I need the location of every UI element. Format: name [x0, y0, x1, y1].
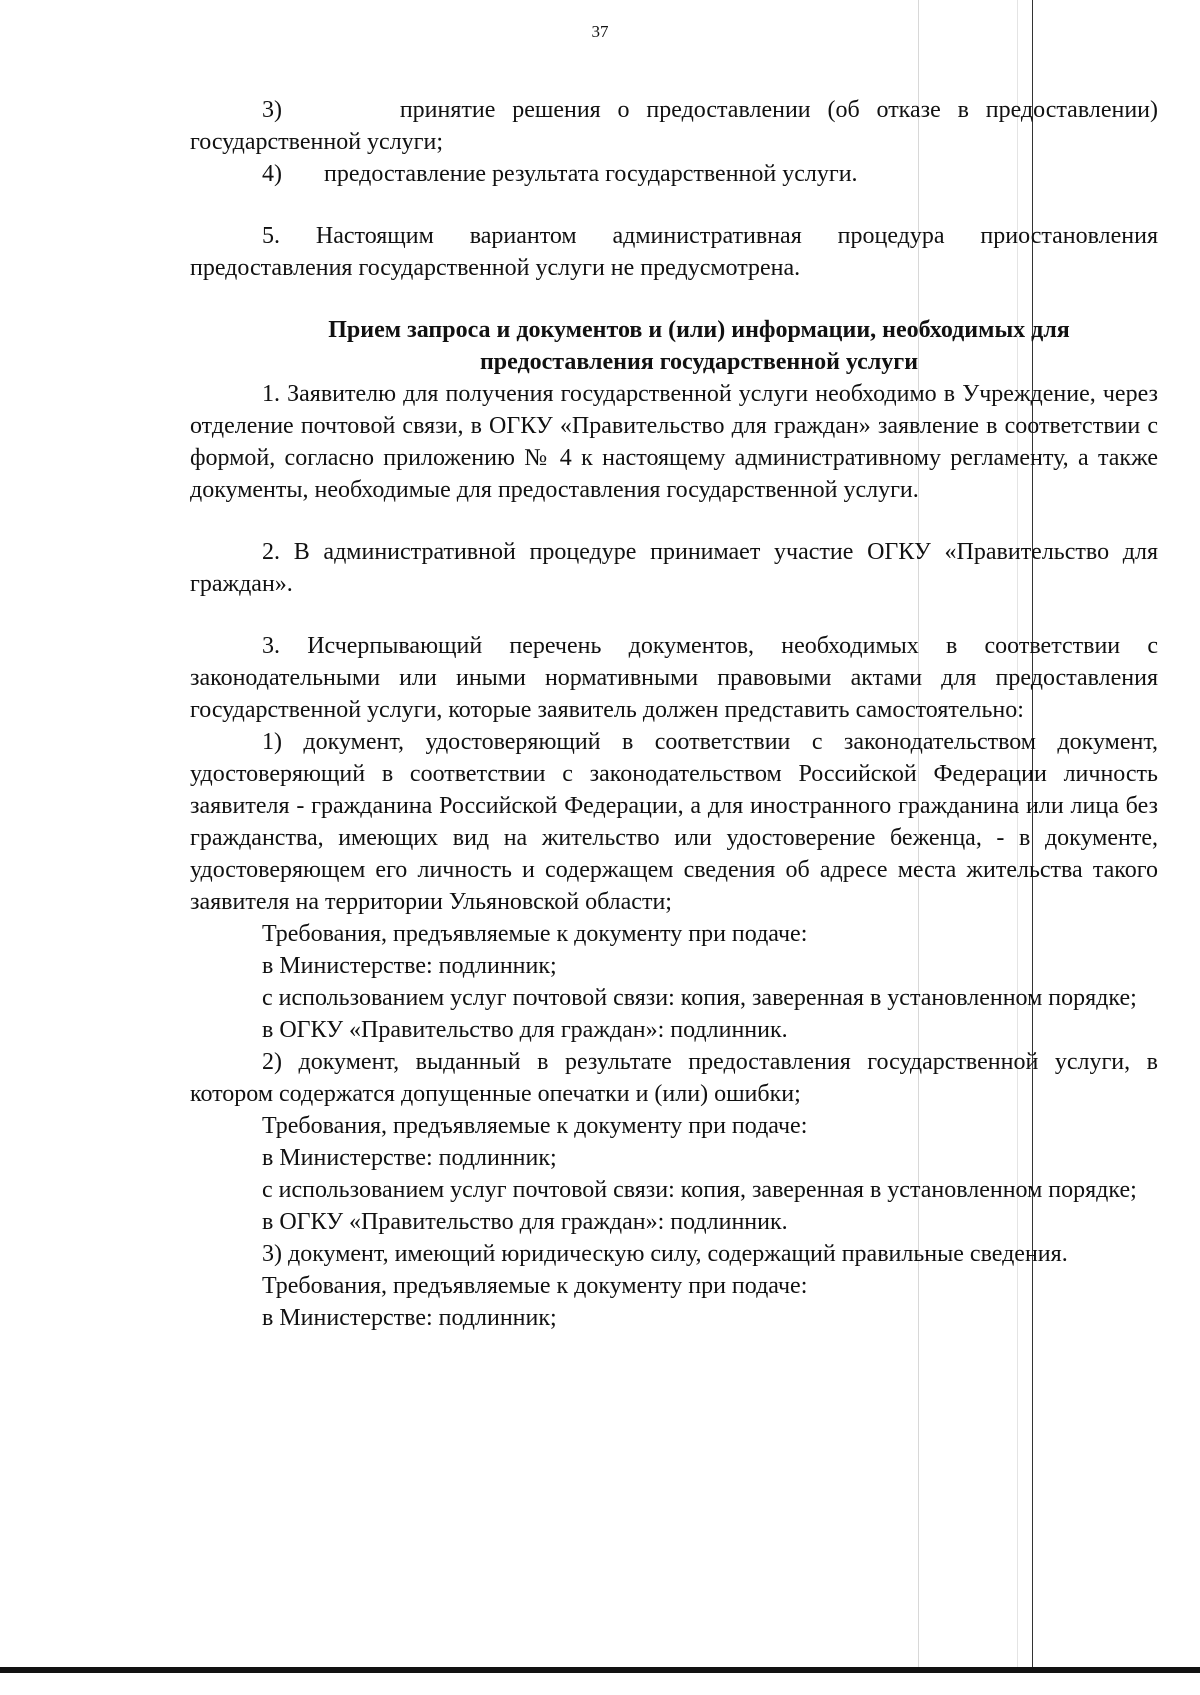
requirement-ogku: в ОГКУ «Правительство для граждан»: подлинник. [262, 1017, 788, 1043]
document-item-2: 2) документ, выданный в результате предоставления государственной услуги, в котором содержатся допущенные опечатки и (или) ошибки; [190, 1049, 1158, 1107]
spacer [190, 190, 1158, 220]
spacer [190, 284, 1158, 314]
document-item-1: 1) документ, удостоверяющий в соответствии с законодательством документ, удостоверяющий в соответствии с законодательством Российской Федерации личность заявителя - гражданина Российской Федерации, а для иностранного гражданина или лица без гражданства, имеющих вид на жительство или удостоверение беженца, - в документе, удостоверяющем его личность и содержащем сведения об адресе места жительства такого заявителя на территории Ульяновской области; [190, 729, 1158, 915]
requirements-header: Требования, предъявляемые к документу при подаче: [262, 1113, 808, 1139]
section-heading: Прием запроса и документов и (или) информации, необходимых для предоставления государственной услуги [328, 317, 1070, 375]
page-number: 37 [591, 22, 609, 41]
step-text: принятие решения о предоставлении (об отказе в предоставлении) государственной услуги; [190, 97, 1158, 155]
paragraph-2: 2. В административной процедуре принимает участие ОГКУ «Правительство для граждан». [190, 539, 1158, 597]
requirements-header: Требования, предъявляемые к документу при подаче: [262, 921, 808, 947]
document-item-3: 3) документ, имеющий юридическую силу, содержащий правильные сведения. [262, 1241, 1068, 1267]
requirements-header: Требования, предъявляемые к документу при подаче: [262, 1273, 808, 1299]
step-3 [190, 94, 1158, 158]
document-body [190, 94, 1158, 1334]
scan-bottom-border [0, 1667, 1200, 1673]
paragraph-1: 1. Заявителю для получения государственной услуги необходимо в Учреждение, через отделение почтовой связи, в ОГКУ «Правительство для граждан» заявление в соответствии с формой, согласно приложению № 4 к настоящему административному регламенту, а также документы, необходимые для предоставления государственной услуги. [190, 381, 1158, 503]
paragraph-5: 5. Настоящим вариантом административная процедура приостановления предоставления государственной услуги не предусмотрена. [190, 223, 1158, 281]
spacer [190, 506, 1158, 536]
requirement-ministry: в Министерстве: подлинник; [262, 953, 557, 979]
step-4 [190, 158, 1158, 190]
paragraph-3: 3. Исчерпывающий перечень документов, необходимых в соответствии с законодательными или иными нормативными правовыми актами для предоставления государственной услуги, которые заявитель должен представить самостоятельно: [190, 633, 1158, 723]
step-number: 4) [262, 161, 282, 187]
requirement-ogku: в ОГКУ «Правительство для граждан»: подлинник. [262, 1209, 788, 1235]
requirement-post: с использованием услуг почтовой связи: копия, заверенная в установленном порядке; [262, 985, 1137, 1011]
requirement-ministry: в Министерстве: подлинник; [262, 1305, 557, 1331]
step-number: 3) [262, 97, 282, 123]
step-text: предоставление результата государственной услуги. [324, 161, 858, 187]
requirement-ministry: в Министерстве: подлинник; [262, 1145, 557, 1171]
requirement-post: с использованием услуг почтовой связи: копия, заверенная в установленном порядке; [262, 1177, 1137, 1203]
spacer [190, 600, 1158, 630]
